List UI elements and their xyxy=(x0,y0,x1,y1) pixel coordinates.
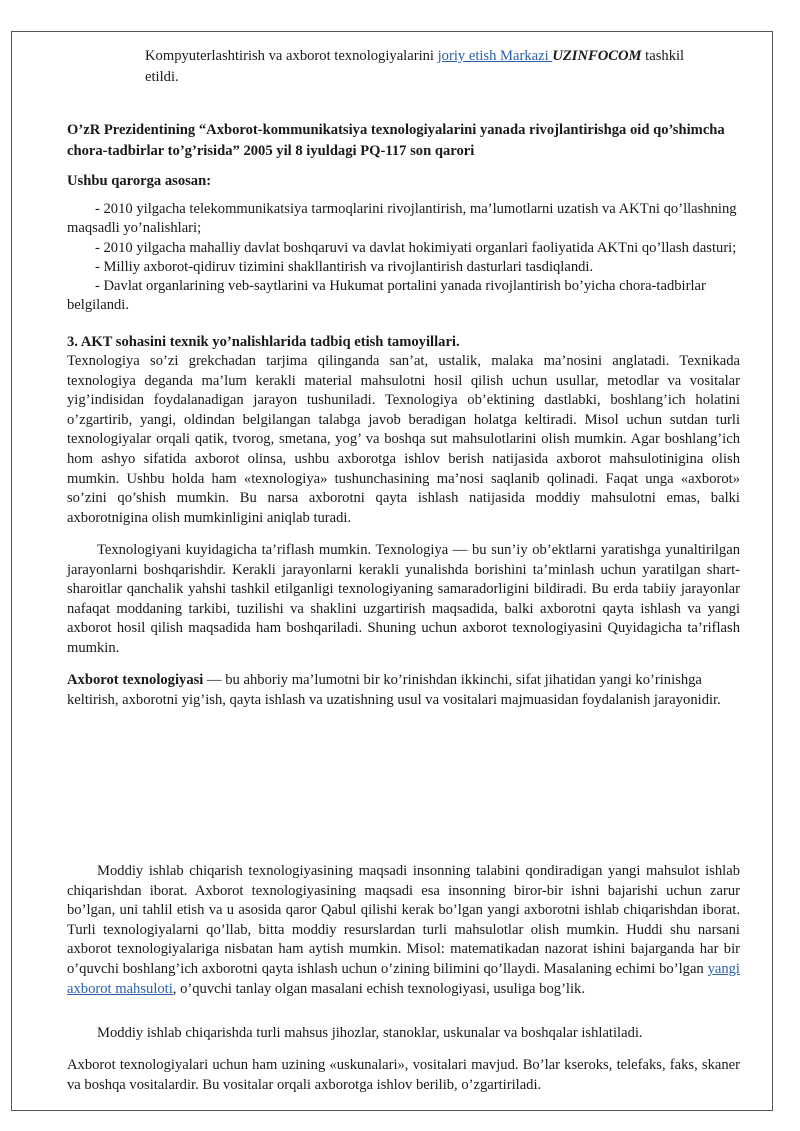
paragraph-text-after: , o’quvchi tanlay olgan masalani echish texnologiyasi, usuliga bog’lik. xyxy=(172,980,585,997)
it-term: Axborot texnologiyasi xyxy=(67,672,204,688)
list-item: - 2010 yilgacha mahalliy davlat boshqaruvi va davlat hokimiyati organlari faoliyatida AKTni qo’llash dasturi; xyxy=(95,239,737,256)
paragraph-equipment: Moddiy ishlab chiqarishda turli mahsus jihozlar, stanoklar, uskunalar va boshqalar ishlatiladi. xyxy=(97,1025,643,1041)
intro-text-after: tashkil xyxy=(641,48,685,64)
paragraph-text: Texnologiyani kuyidagicha ta’riflash mumkin. Texnologiya — bu sun’iy ob’ektlarni yaratishga yunaltirilgan jarayonlarni boshqarishdir. Kerakli jarayonlarni kerakli yunalishda borishini ta’minlash uchun yaratilgan shart-sharoitlar qanchalik yahshi tashkil etilganligi texnologiyaning samaradorligini bildiradi. Bu erda tabiiy jarayonlar nafaqat moddaning tarkibi, tuzilishi va shaklini uzgartirish maqsadida, balki axborotni qayta ishlash va yangi axborot hosil qilish maqsadida ham boshqariladi. Shuning uchun axborot texnologiyasini Quyidagicha ta’riflash mumkin. xyxy=(67,542,740,656)
document-page xyxy=(11,31,773,1111)
paragraph-it-tools: Axborot texnologiyalari uchun ham uzining «uskunalari», vositalari mavjud. Bo’lar kseroks, telefaks, faks, skaner va boshqa vositalardir. Bu vositalar orqali axborotga ishlov berilib, o’zgartiriladi. xyxy=(67,1057,740,1093)
paragraph-technology-description xyxy=(67,541,740,659)
list-item: - Milliy axborot-qidiruv tizimini shakllantirish va rivojlantirish dasturlari tasdiqlandi. xyxy=(95,258,594,275)
list-item: - Davlat organlarining veb-saytlarini va Hukumat portalini yanada rivojlantirish bo’yicha chora-tadbirlar belgilandi. xyxy=(67,278,706,314)
decree-heading: O’zR Prezidentining “Axborot-kommunikatsiya texnologiyalarini yanada rivojlantirishga oid qo’shimcha chora-tadbirlar to’g’risida” 2005 yil 8 iyuldagi PQ-117 son qarori xyxy=(67,122,725,159)
decree-list xyxy=(67,200,747,316)
new-info-product-link[interactable]: yangi axborot mahsuloti xyxy=(67,960,740,997)
uzinfocom-name: UZINFOCOM xyxy=(552,48,642,64)
section-3-heading: 3. AKT sohasini texnik yo’nalishlarida tadbiq etish tamoyillari. xyxy=(67,334,460,350)
list-item: - 2010 yilgacha telekommunikatsiya tarmoqlarini rivojlantirish, ma’lumotlarni uzatish va AKTni qo’llashning maqsadli yo’nalishlari; xyxy=(67,201,737,237)
paragraph-technology-definition: Texnologiya so’zi grekchadan tarjima qilinganda san’at, ustalik, malaka ma’nosini anglatadi. Texnikada texnologiya deganda ma’lum kerakli material mahsulotni hosil qilish uchun usullar, metodlar va vositalar yig’indisidan foydalanadigan jarayon tushuniladi. Texnologiya ob’ektining dastlabki, boshlang’ich holatini o’zgartirib, yangi, oldindan belgilangan talabga javob beradigan holatga keltiradi. Misol uchun sutdan turli texnologiyalar orqali qatik, tvorog, smetana, yog’ va boshqa sut mahsulotlarini olish mumkin. Agar boshlang’ich hom ashyo sifatida axborot olinsa, ushbu axborotga ishlov berish natijasida axborot mahsulotinigina olish mumkin. Ushbu holda ham «texnologiya» tushunchasining ma’nosi saqlanib qolinadi. Faqat unga «axborot» so’zini qo’shish mumkin. Bu narsa axborotni qayta ishlash natijasida moddiy mahsulotni emas, balki axborotnigina olish mumkinligini aniqlab turadi. xyxy=(67,353,740,526)
paragraph-it-definition xyxy=(67,671,740,710)
markaz-link[interactable]: joriy etish Markazi xyxy=(437,48,553,64)
paragraph-production-goal xyxy=(67,862,740,999)
it-definition-text: — bu ahboriy ma’lumotni bir ko’rinishdan ikkinchi, sifat jihatidan yangi ko’rinishga keltirish, axborotni yig’ish, qayta ishlash va uzatishning usul va vositalari majmuasidan foydalanish jarayonidir. xyxy=(67,672,721,708)
intro-text-before: Kompyuterlashtirish va axborot texnologiyalarini xyxy=(145,48,438,64)
intro-paragraph xyxy=(145,46,773,88)
basis-label: Ushbu qarorga asosan: xyxy=(67,173,212,189)
intro-line-2: etildi. xyxy=(145,69,179,85)
paragraph-text-before: Moddiy ishlab chiqarish texnologiyasining maqsadi insonning talabini qondiradigan yangi mahsulot ishlab chiqarishdan iborat. Axborot texnologiyasining maqsadi esa insonning biror-bir ishni bajarishi uchun zarur bo’lgan, uni tahlil etish va u asosida qaror Qabul qilishi kerak bo’lgan yangi axborotni ishlab chiqarishdan iborat. Turli texnologiyalarni qo’llab, bitta moddiy resurslardan turli mahsulotlar olish mumkin. Huddi shu narsani axborot texnologiyalariga nisbatan ham aytish mumkin. Misol: matematikadan nazorat ishini bajarganda har bir o’quvchi boshlang’ich axborotni qayta ishlash uchun o’zining bilimini qo’llaydi. Masalaning echimi bo’lgan xyxy=(67,863,740,977)
